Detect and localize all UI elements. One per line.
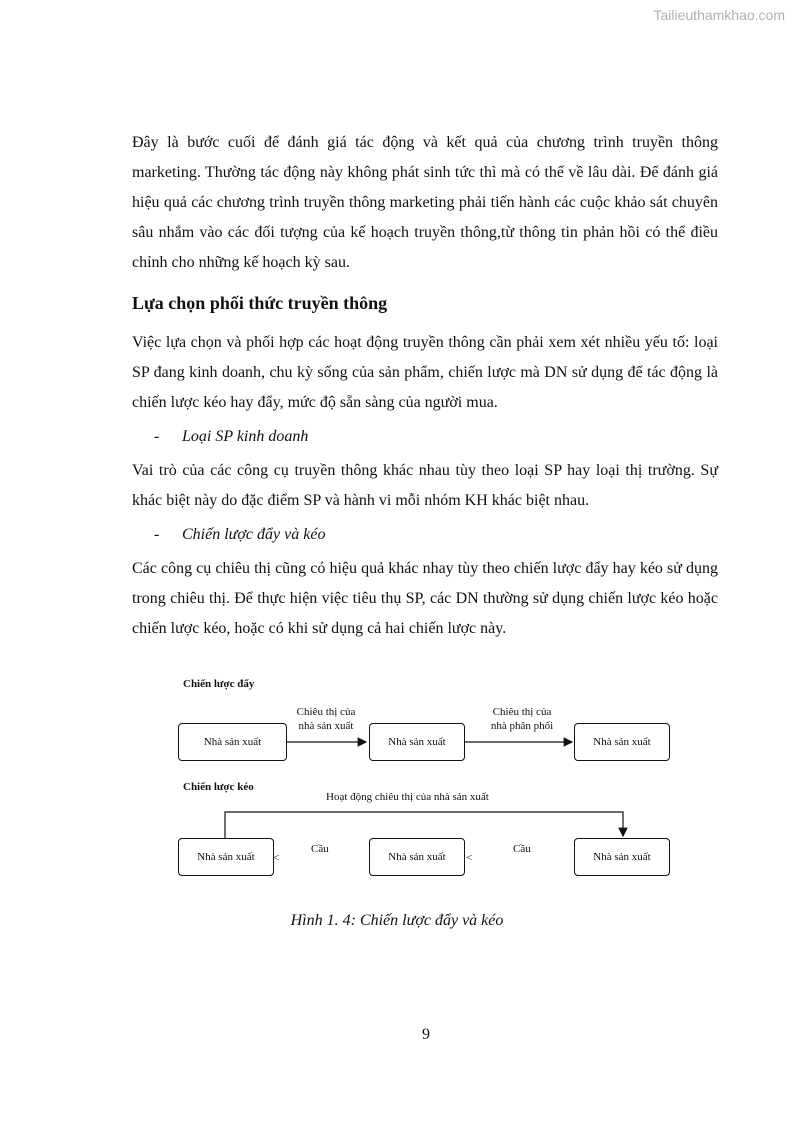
pull-top-label: Hoạt động chiêu thị của nhà sản xuất [326, 791, 489, 803]
pull-demand-label-1: Cầu [311, 843, 329, 855]
section-heading: Lựa chọn phối thức truyền thông [132, 293, 388, 313]
push-arrow-2-label [470, 705, 574, 733]
paragraph-role: Vai trò của các công cụ truyền thông khác nhau tùy theo loại SP hay loại thị trường. Sự khác biệt này do đặc điểm SP và hành vi mỗi nhóm KH khác biệt nhau. [132, 462, 718, 509]
bullet-label: Loại SP kinh doanh [182, 428, 309, 445]
push-arrow-1-label [276, 705, 376, 733]
pull-demand-label-2: Cầu [513, 843, 531, 855]
pull-strategy-title: Chiến lược kéo [183, 781, 254, 793]
paragraph-selection: Việc lựa chọn và phối hợp các hoạt động truyền thông cần phải xem xét nhiều yếu tố: loại SP đang kinh doanh, chu kỳ sống của sản phẩm, chiến lược mà DN sử dụng để tác động là chiến lược kéo hay đẩy, mức độ sẵn sàng của người mua. [132, 334, 718, 411]
paragraph-tools: Các công cụ chiêu thị cũng có hiệu quả khác nhay tùy theo chiến lược đẩy hay kéo sử dụng trong chiêu thị. Để thực hiện việc tiêu thụ SP, các DN thường sử dụng chiến lược kéo hoặc chiến lược kéo, hoặc có khi sử dụng cả hai chiến lược này. [132, 560, 718, 637]
pull-arrow-2-head: < [466, 852, 473, 864]
pull-producer-box-3: Nhà sản xuất [574, 838, 670, 876]
bullet-label: Chiến lược đẩy và kéo [182, 526, 326, 543]
push-producer-box-2: Nhà sản xuất [369, 723, 465, 761]
paragraph-evaluation: Đây là bước cuối để đánh giá tác động và kết quả của chương trình truyền thông marketing. Thường tác động này không phát sinh tức thì mà có thể về lâu dài. Để đánh giá hiệu quả các chương trình truyền thông marketing phải tiến hành các cuộc khảo sát chuyên sâu nhắm vào các đối tượng của kế hoạch truyền thông,từ thông tin phản hồi có thể điều chỉnh cho những kế hoạch kỳ sau. [132, 134, 718, 271]
bullet-push-pull [154, 520, 718, 550]
pull-arrow-1-head: < [273, 852, 280, 864]
watermark: Tailieuthamkhao.com [653, 7, 785, 23]
push-strategy-title: Chiến lược đẩy [183, 678, 255, 690]
bullet-dash: - [154, 526, 160, 543]
push-producer-box-3: Nhà sản xuất [574, 723, 670, 761]
pull-producer-box-2: Nhà sản xuất [369, 838, 465, 876]
push-producer-box-1: Nhà sản xuất [178, 723, 287, 761]
push-arrow-2-line-2: nhà phân phối [490, 720, 554, 732]
bullet-dash: - [154, 428, 160, 445]
push-pull-diagram [176, 672, 676, 882]
pull-top-arrow [225, 812, 623, 838]
push-arrow-2-line-1: Chiêu thị của [492, 706, 552, 718]
pull-producer-box-1: Nhà sản xuất [178, 838, 274, 876]
figure-caption: Hình 1. 4: Chiến lược đẩy và kéo [290, 912, 504, 929]
push-arrow-1-line-2: nhà sản xuất [298, 720, 354, 732]
bullet-product-type [154, 422, 718, 452]
page-number: 9 [422, 1026, 430, 1043]
push-arrow-1-line-1: Chiêu thị của [296, 706, 356, 718]
body-text [132, 128, 718, 644]
